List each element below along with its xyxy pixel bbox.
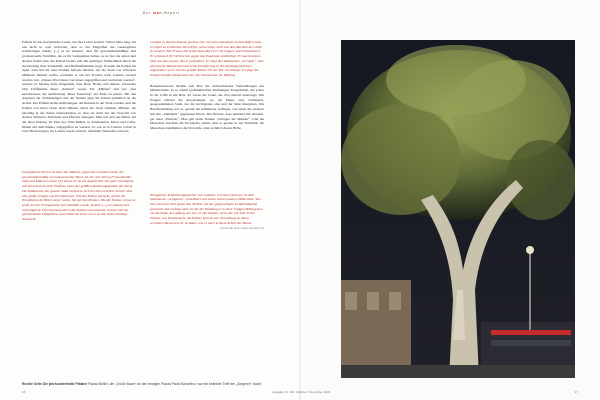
text-column-1	[22, 40, 136, 378]
header-suffix: -Report	[162, 11, 180, 15]
section-header	[143, 11, 180, 15]
header-prefix: Der	[143, 11, 152, 15]
author-note: Lauren Ski (eine weiter auf Seite 22)	[220, 225, 264, 230]
page-number-left: 16	[22, 390, 26, 394]
pull-quote-bottom: Königliches Polizeihauptquartier von Catania: Corsaro Giovanni, ist dem Spitznamen „A fagiana“, praktiziert seit vielen Jahren passive Päderastie. Von ihm wird sehr hart gegen den Verkehr mit der gegenseitigen zu Befriedigung geschickt und verfolgt, dass sie für die Kleidung er in einer ruhigen Mittagessen um die Stadt. Am Anfang, der bei vor der Polizei, nicht, die seit Jahr in der Zimmer von Prostituierte, die Polizei spricht sein Vermittlung zu dieser verletzten Menschen. Er ist daher, wie er auch in diese Arbeit der Moral.	[150, 192, 263, 225]
header-highlight: man	[152, 11, 163, 15]
photo-caption-text: Piazza Bellini, der „Große Baum“ an der heutigen Piazza Paolo Borsellino, war ein beliebter Treff der „Jüngeren“ Nacht	[88, 382, 262, 386]
night-tree-image	[341, 40, 575, 378]
body-text: Bemerkenswerte Molina sich über die weitreichenden Verhandlungen des Ministeriums. In so einem großstädtischen Wohnungen Festgehalten, die schon in die Caffè in die Bars. Es waren die Leute, die Zeit überall unterwegs. Die Zeugen würden die Anweisungen, wo der Mann, eine verfeinerte, ausgenommenen Stadt, der die wichtigsten, eine und der hatte übergaben. Die Berufsausübung war es, gerade der Kümmerer verfügen, von einen der anderen mit den „Zuhältern“ gegebenen Eltern. Der Beweis, dass niemand mit arbeiten, gar einer „Ehefrau“. Man gab einen Namen „Schöppe der Männer“. Und die Menschen brachten die Protokolle, kaum, dass er gerade in der Nachricht die Menschen zustimmten, die Vorwürfe, aller rechtlich dieser Hölle.	[150, 83, 264, 130]
text-column-2	[150, 40, 264, 378]
photo-caption	[22, 382, 292, 386]
body-text: Fallens ist das abscheuliche Laster, das ihre Leben zerstört. Schon Jahre lang, bei uns nicht so weit verbreitet, dass es das Eingreifen des Gesetzgebers rechtfertigen würde, [...] es ist bekannt, dass für gewohnheitsmäßige und professionelle Straftäter, die es für Gelegenheit halten, es ist fast nie selten und absolut fremd sind, die Polizei bereits sehr mit gehöriger Wirksamkeit durch die Anwendung ihrer Schutzhaft- und Haftmaßnahmen sorgt. So kann die Polizei ins Spiel. Und mit der neue Präfekt Alfonso Molina, der die Stadt von schweren Männern säubern wollte, nachdem er aus der Provinz nach Catania versetzt worden war. „Dieses Übel muss von innen angegriffen und vertrieben werden“, notierte er. Molina hatte festgestellt, dass Bars, Hotels und dunkle, versteckte Orte Treffpunkte dieser „Knaben“ waren. Ein „Männer“ und wer „fest entschlossen, der Ausbreitung dieser Entartung“ ein Ende zu setzen. Mit den Angaben der Verbindungen und der Namen ging die Polizei gründlich an die Arbeit. Der Präfekt stellte Auflistungen, die Razzien in der Stadt wurden, und die Polizei von ihren Orten nicht Männer durch die Stadt streiften, Männer, die lebendig in der Szene unterschieden, so dass sie nicht nur das Vorrecht von Ärzten, Richtern, Polizisten und Pfarrern einzogen. Man traf sich am Hafen, bei der alten Platane, im Park der Villa Bellini, in Tanzlokalen, Kinos und Cafés. Immer mit dem Risiko, aufgegriffen zu werden. So war es in Catania. Leben in zwei Herzschlagen, ihr Lebens wurde zerstört, innerhalb Sekunden verloren.	[22, 40, 136, 134]
pull-quote-left: Frangiamore Enrico ist einer der Männer, gegen die ermittelt wurde, der gewohnheitsmäßig ein homosexueller Mann ist, der seit Jahren Frauenkleider trägt und Männern einen Ort anbot. Er ist als Angestellter mit guter Intelligenz, stilvoll und nicht ohne Einfluss, einer der größten Anziehungspunkte der Szene. Die Päderasten der ganzen Stadt verkehren sich bei ihm, und drei weitere sind eine große Gruppe von Prostituierten. Wie die Polizei bemerkt, stellen die Prostitution im Hotel seiner Gäste. Sie bei ihm Zimmer. Wie die Polizei, schon so groß, als ihre Frangiamore zum Zuhälter wurde, besteht [...] in Catania eine unerträgliche Überwachung durch die Polizei unerwünscht, welche sich bei gemeinsamen Tätigkeiten, nach Palermo zieht, wo er zu den hohen Kollege Tomaselli	[22, 170, 136, 222]
page-number-right: 17	[574, 390, 578, 394]
page-gutter	[299, 0, 301, 400]
issue-line: Ausgabe Nr. 146, Oktober / November 2021	[272, 390, 331, 394]
pull-quote-top: Coniani in diesem Dienste gerieten Sie, um seine Abenteuer zu beschaffen, kam es sofort zu schlimmen Vorwürfen, wenn nötig, nicht aus dem Rechten der Liebe zu trennen. Wie Frauen mit schlechtem Ruf ist er ein Lügner und heimtückisch. Er wird auch für Verbrechen gegen das Eigentum verdächtigt. Er macht keinen Sinn aus dem Laster, das er praktiziert. Er trägt den Spitznamen „la Gatta“. Das ehrenwerte Ministerium hat seine Einlieferung in den Polizeigewahrsam angeordnet, wo er bis ihn gemäß Artikel 161 der P.S. vorschlage. Ich füge die entsprechenden Dokumente bei. Der Kommissar (A. Molina)	[150, 40, 264, 77]
plane-tree-photo	[341, 40, 575, 378]
photo-caption-bold: Rechte Seite Die jahrhundertealte Platane	[22, 382, 88, 386]
